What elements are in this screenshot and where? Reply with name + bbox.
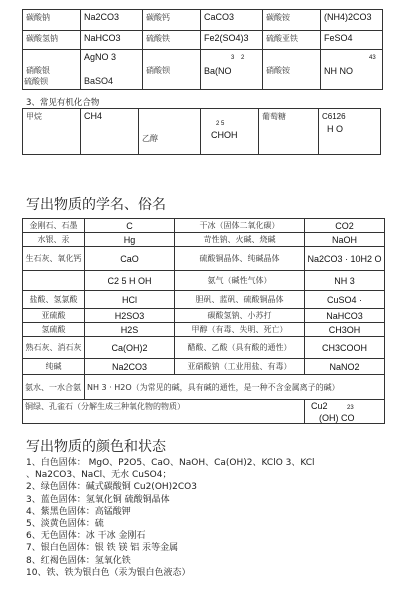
salt-name: 硫酸铁 (143, 31, 201, 50)
salt-formula: NaHCO3 (81, 31, 143, 50)
list-item: 1、白色固体： MgO、P2O5、CaO、NaOH、Ca(OH)2、KClO 3、KCl (26, 458, 315, 468)
formula-text: C6126 (322, 112, 346, 121)
salt-formula: Na2CO3 (81, 10, 143, 31)
salt-formula: FeSO4 (321, 31, 383, 50)
names-cell: 亚硫酸 (23, 309, 85, 323)
formula-subscript: 3 (231, 55, 235, 61)
names-formula: CO2 (305, 219, 385, 233)
names-cell: 亚硝酸钠（工业用盐、有毒） (175, 359, 305, 375)
salt-formula: AgNO 3 (81, 50, 143, 90)
names-cell: 盐酸、氢氯酸 (23, 291, 85, 309)
names-formula: NaNO2 (305, 359, 385, 375)
names-cell: 碳酸氢钠、小苏打 (175, 309, 305, 323)
section-3-title: 3、常见有机化合物 (26, 98, 100, 108)
list-item: 5、淡黄色固体：硫 (26, 519, 104, 530)
names-formula: CaO (85, 247, 175, 271)
names-formula: CH3COOH (305, 337, 385, 359)
formula-text: H O (327, 124, 344, 134)
names-cell: 氨水、一水合氨 (23, 375, 85, 400)
table-row (23, 219, 385, 233)
list-item: 7、银白色固体：银 铁 镁 铝 汞等金属 (26, 543, 179, 554)
names-formula (305, 400, 385, 424)
heading-names: 写出物质的学名、俗名 (26, 197, 166, 213)
color-list (26, 457, 386, 579)
salt-formula (201, 50, 263, 90)
formula-text: Ba(NO (204, 65, 232, 76)
names-formula: Hg (85, 233, 175, 247)
names-cell: 水银、汞 (23, 233, 85, 247)
names-cell: 氨气（碱性气体） (175, 271, 305, 291)
salt-name: 碳酸铵 (263, 10, 321, 31)
organic-formula (201, 109, 259, 155)
names-formula: Na2CO3 · 10H2 O (305, 247, 385, 271)
organic-formula (319, 109, 381, 155)
formula-text: Cu2 (311, 401, 328, 411)
names-cell: 铜绿、孔雀石（分解生成三种氧化物的物质） (23, 400, 305, 424)
formula-subscript: 43 (369, 55, 376, 61)
names-formula: H2S (85, 323, 175, 337)
list-item: 8、红褐色固体：氢氧化铁 (26, 555, 131, 566)
names-formula: CuSO4 · (305, 291, 385, 309)
salt-name: 硫酸亚铁 (263, 31, 321, 50)
names-cell: 醋酸、乙酸（具有酸的通性） (175, 337, 305, 359)
names-formula: C (85, 219, 175, 233)
salt-name: 硫酸钡 (24, 77, 48, 86)
table-row (23, 233, 385, 247)
names-cell: 熟石灰、消石灰 (23, 337, 85, 359)
salt-formula: (NH4)2CO3 (321, 10, 383, 31)
names-formula: CH3OH (305, 323, 385, 337)
table-row (23, 247, 385, 271)
salt-formula: CaCO3 (201, 10, 263, 31)
names-cell: NH 3 · H2O（为常见的碱，具有碱的通性，是一种不含金属离子的碱） (85, 375, 385, 400)
names-formula: Ca(OH)2 (85, 337, 175, 359)
names-formula: Na2CO3 (85, 359, 175, 375)
table-row (23, 323, 385, 337)
names-cell: 胆矾、蓝矾、硫酸铜晶体 (175, 291, 305, 309)
formula-subscript: 23 (347, 405, 354, 411)
formula-text: (OH) CO (319, 413, 355, 423)
list-item: 、Na2CO3、NaCl、无水 CuSO4； (26, 470, 172, 481)
heading-colors: 写出物质的颜色和状态 (26, 439, 166, 455)
names-cell: 干冰（固体二氧化碳） (175, 219, 305, 233)
names-cell: 氢硫酸 (23, 323, 85, 337)
list-item: 3、蓝色固体：氢氧化铜 硫酸铜晶体 (26, 494, 170, 505)
table-row (23, 291, 385, 309)
salt-name: 硝酸铵 (263, 50, 321, 90)
list-item: 10、铁、铁为银白色（汞为银白色液态） (26, 567, 191, 578)
salt-formula (321, 50, 383, 90)
table-row (23, 337, 385, 359)
salts-table (22, 9, 383, 90)
salt-name: 碳酸钙 (143, 10, 201, 31)
formula-text: CHOH (211, 130, 238, 140)
list-item: 6、无色固体：冰 干冰 金刚石 (26, 531, 146, 542)
names-cell: 纯碱 (23, 359, 85, 375)
salt-name: 碳酸氢钠 (23, 31, 81, 50)
names-formula: H2SO3 (85, 309, 175, 323)
names-formula: NaOH (305, 233, 385, 247)
table-row (23, 271, 385, 291)
names-cell: 金刚石、石墨 (23, 219, 85, 233)
names-formula: NH 3 (305, 271, 385, 291)
organic-name: 葡萄糖 (259, 109, 319, 155)
names-cell: 苛性钠、火碱、烧碱 (175, 233, 305, 247)
list-item: 2、绿色固体：碱式碳酸铜 Cu2(OH)2CO3 (26, 482, 197, 493)
names-formula: C2 5 H OH (85, 271, 175, 291)
names-formula: NaHCO3 (305, 309, 385, 323)
list-item: 4、紫黑色固体：高锰酸钾 (26, 506, 131, 517)
salt-formula: Fe2(SO4)3 (201, 31, 263, 50)
organic-name: 乙醇 (139, 109, 201, 155)
names-cell: 硫酸铜晶体、纯碱晶体 (175, 247, 305, 271)
organic-formula: CH4 (81, 109, 139, 155)
formula-text: NH NO (324, 65, 353, 76)
names-cell: 生石灰、氧化钙 (23, 247, 85, 271)
table-row (23, 309, 385, 323)
formula-subscript: 2 5 (216, 121, 225, 127)
salt-name: 硝酸钡 (143, 50, 201, 90)
names-cell: 甲醇（有毒、失明、死亡） (175, 323, 305, 337)
names-cell (23, 271, 85, 291)
organic-name: 甲烷 (23, 109, 81, 155)
common-names-table (22, 218, 385, 424)
salt-name: 硝酸银 (23, 50, 81, 90)
organic-table (22, 108, 381, 155)
salt-formula: BaSO4 (84, 76, 114, 86)
table-row (23, 359, 385, 375)
salt-name: 碳酸钠 (23, 10, 81, 31)
names-formula: HCl (85, 291, 175, 309)
formula-subscript: 2 (241, 55, 245, 61)
